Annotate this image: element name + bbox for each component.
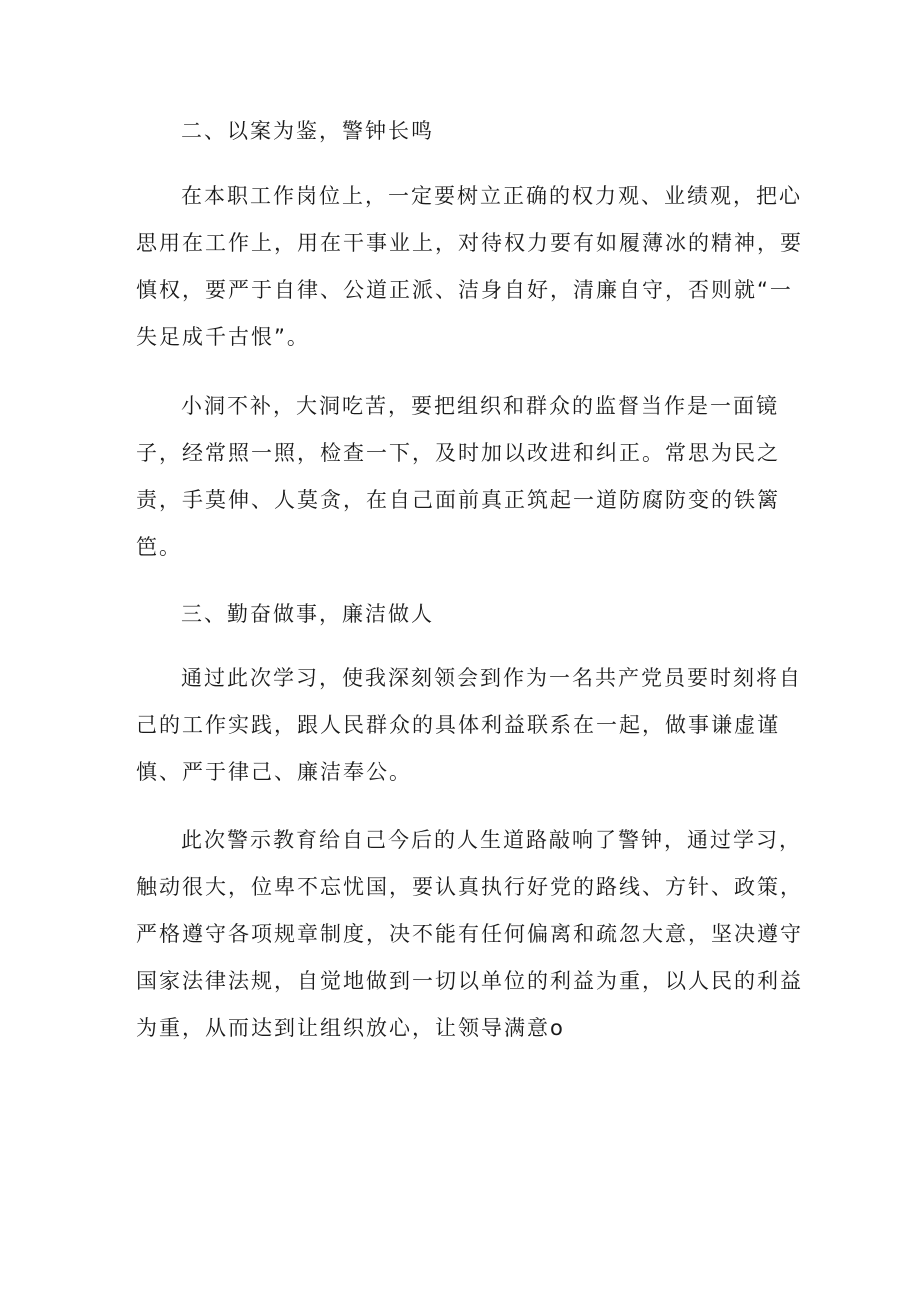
- paragraph-4: [136, 817, 803, 1052]
- section-heading-2: [136, 108, 776, 155]
- paragraph-line: 子，经常照一照，检查一下，及时加以改进和纠正。常思为民之: [136, 441, 780, 465]
- heading-text: 三、勤奋做事，廉洁做人: [181, 602, 434, 626]
- paragraph-line: 慎、严于律己、廉洁奉公。: [136, 760, 412, 784]
- paragraph-1: [136, 173, 803, 361]
- paragraph-line: 在本职工作岗位上，一定要树立正确的权力观、业绩观，把心: [181, 184, 802, 208]
- section-heading-3: [136, 591, 776, 638]
- paragraph-line: 小洞不补，大洞吃苦，要把组织和群众的监督当作是一面镜: [181, 394, 779, 418]
- paragraph-line: 为重，从而达到让组织放心，让领导满意o: [136, 1016, 565, 1040]
- paragraph-line: 严格遵守各项规章制度，决不能有任何偏离和疏忽大意，坚决遵守: [136, 922, 803, 946]
- paragraph-line: 思用在工作上，用在干事业上，对待权力要有如履薄冰的精神，要: [136, 231, 803, 255]
- paragraph-line: 己的工作实践，跟人民群众的具体利益联系在一起，做事谦虚谨: [136, 713, 780, 737]
- paragraph-line: 此次警示教育给自己今后的人生道路敲响了警钟，通过学习，: [181, 828, 802, 852]
- paragraph-line: 责，手莫伸、人莫贪，在自己面前真正筑起一道防腐防变的铁篱: [136, 488, 780, 512]
- heading-text: 二、以案为鉴，警钟长鸣: [181, 119, 434, 143]
- paragraph-3: [136, 655, 802, 796]
- paragraph-2: [136, 383, 780, 571]
- paragraph-line: 触动很大，位卑不忘忧国，要认真执行好党的路线、方针、政策，: [136, 875, 803, 899]
- paragraph-line: 笆。: [136, 535, 182, 559]
- paragraph-line: 通过此次学习，使我深刻领会到作为一名共产党员要时刻将自: [181, 666, 802, 690]
- paragraph-line: 慎权，要严于自律、公道正派、洁身自好，清廉自守，否则就“一: [136, 278, 793, 302]
- paragraph-line: 国家法律法规，自觉地做到一切以单位的利益为重，以人民的利益: [136, 969, 803, 993]
- paragraph-line: 失足成千古恨”。: [136, 325, 310, 349]
